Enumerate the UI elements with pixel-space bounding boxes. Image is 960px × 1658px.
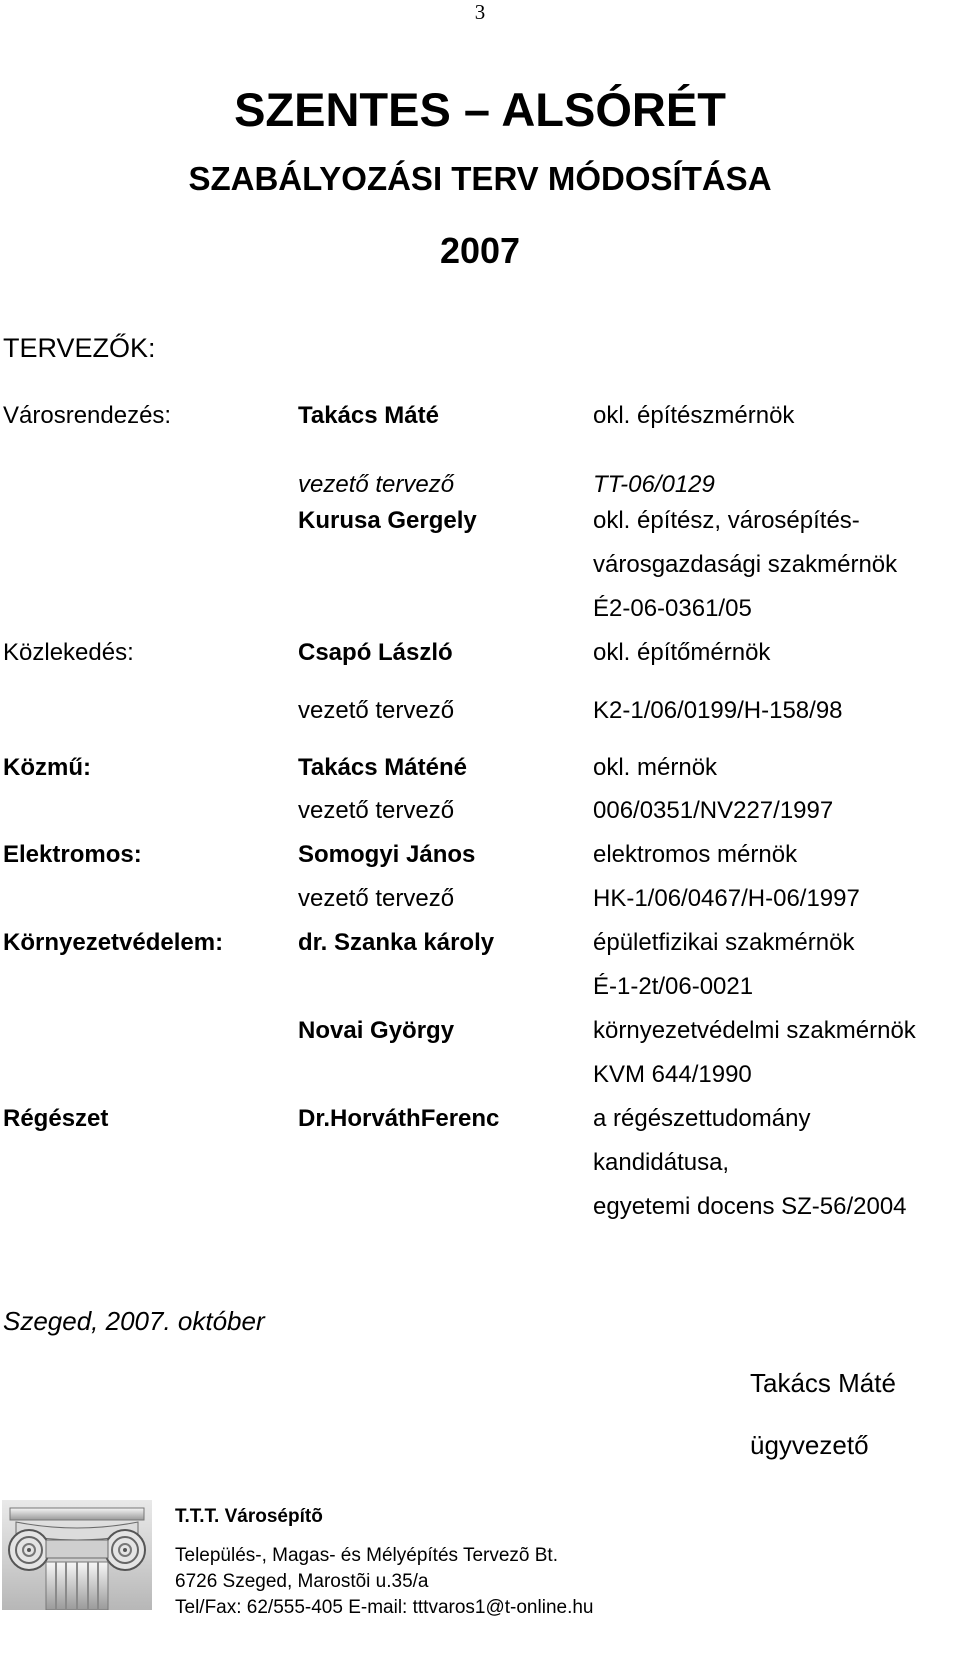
designer-qualification: okl. építőmérnök [593, 639, 771, 666]
designer-qualification: elektromos mérnök [593, 841, 798, 868]
designer-registration: É-1-2t/06-0021 [593, 973, 754, 1000]
designer-qualification: a régészettudomány [593, 1105, 811, 1132]
designer-registration: HK-1/06/0467/H-06/1997 [593, 885, 860, 912]
document-year: 2007 [439, 230, 521, 271]
designer-registration: KVM 644/1990 [593, 1061, 752, 1088]
designer-qualification: épületfizikai szakmérnök [593, 929, 855, 956]
place-date: Szeged, 2007. október [3, 1306, 265, 1336]
category-archaeology: Régészet [3, 1105, 109, 1132]
signer-name: Takács Máté [750, 1368, 896, 1398]
designer-qualification: környezetvédelmi szakmérnök [593, 1017, 916, 1044]
designer-role: vezető tervező [298, 797, 455, 824]
designer-registration: É2-06-0361/05 [593, 595, 752, 622]
category-transport: Közlekedés: [3, 639, 134, 666]
category-urban-planning: Városrendezés: [3, 402, 172, 429]
category-utilities: Közmű: [3, 754, 91, 781]
designer-role: vezető tervező [298, 885, 455, 912]
designer-name: Takács Máténé [298, 754, 467, 781]
document-title: SZENTES – ALSÓRÉT [234, 83, 726, 136]
company-contact: Tel/Fax: 62/555-405 E-mail: tttvaros1@t-online.hu [175, 1597, 594, 1618]
ionic-capital-icon [2, 1500, 152, 1610]
designer-role: vezető tervező [298, 697, 455, 724]
designer-registration: TT-06/0129 [593, 471, 715, 498]
designer-qualification: okl. építészmérnök [593, 402, 795, 429]
designer-registration: 006/0351/NV227/1997 [593, 797, 834, 824]
page-number: 3 [474, 0, 486, 24]
designer-qualification: okl. mérnök [593, 754, 718, 781]
designer-name: Csapó László [298, 639, 453, 666]
category-electrical: Elektromos: [3, 841, 142, 868]
company-logo [2, 1500, 152, 1610]
designer-qualification: kandidátusa, [593, 1149, 730, 1176]
designer-name: Dr.HorváthFerenc [298, 1105, 500, 1132]
designer-qualification: városgazdasági szakmérnök [593, 551, 898, 578]
category-environment: Környezetvédelem: [3, 929, 224, 956]
company-address: 6726 Szeged, Marostõi u.35/a [175, 1571, 429, 1592]
company-name: T.T.T. Városépítõ [175, 1506, 323, 1527]
designer-name: Somogyi János [298, 841, 476, 868]
designer-qualification: egyetemi docens SZ-56/2004 [593, 1193, 907, 1220]
designer-name: dr. Szanka károly [298, 929, 495, 956]
designer-name: Takács Máté [298, 402, 439, 429]
designers-heading: TERVEZŐK: [3, 333, 156, 363]
designer-name: Novai György [298, 1017, 455, 1044]
company-description: Település-, Magas- és Mélyépítés Tervezõ Bt. [175, 1545, 558, 1566]
designer-qualification: okl. építész, városépítés- [593, 507, 860, 534]
designer-role: vezető tervező [298, 471, 455, 498]
designer-registration: K2-1/06/0199/H-158/98 [593, 697, 843, 724]
signer-role: ügyvezető [750, 1430, 869, 1460]
designer-name: Kurusa Gergely [298, 507, 477, 534]
document-subtitle: SZABÁLYOZÁSI TERV MÓDOSÍTÁSA [188, 160, 772, 197]
